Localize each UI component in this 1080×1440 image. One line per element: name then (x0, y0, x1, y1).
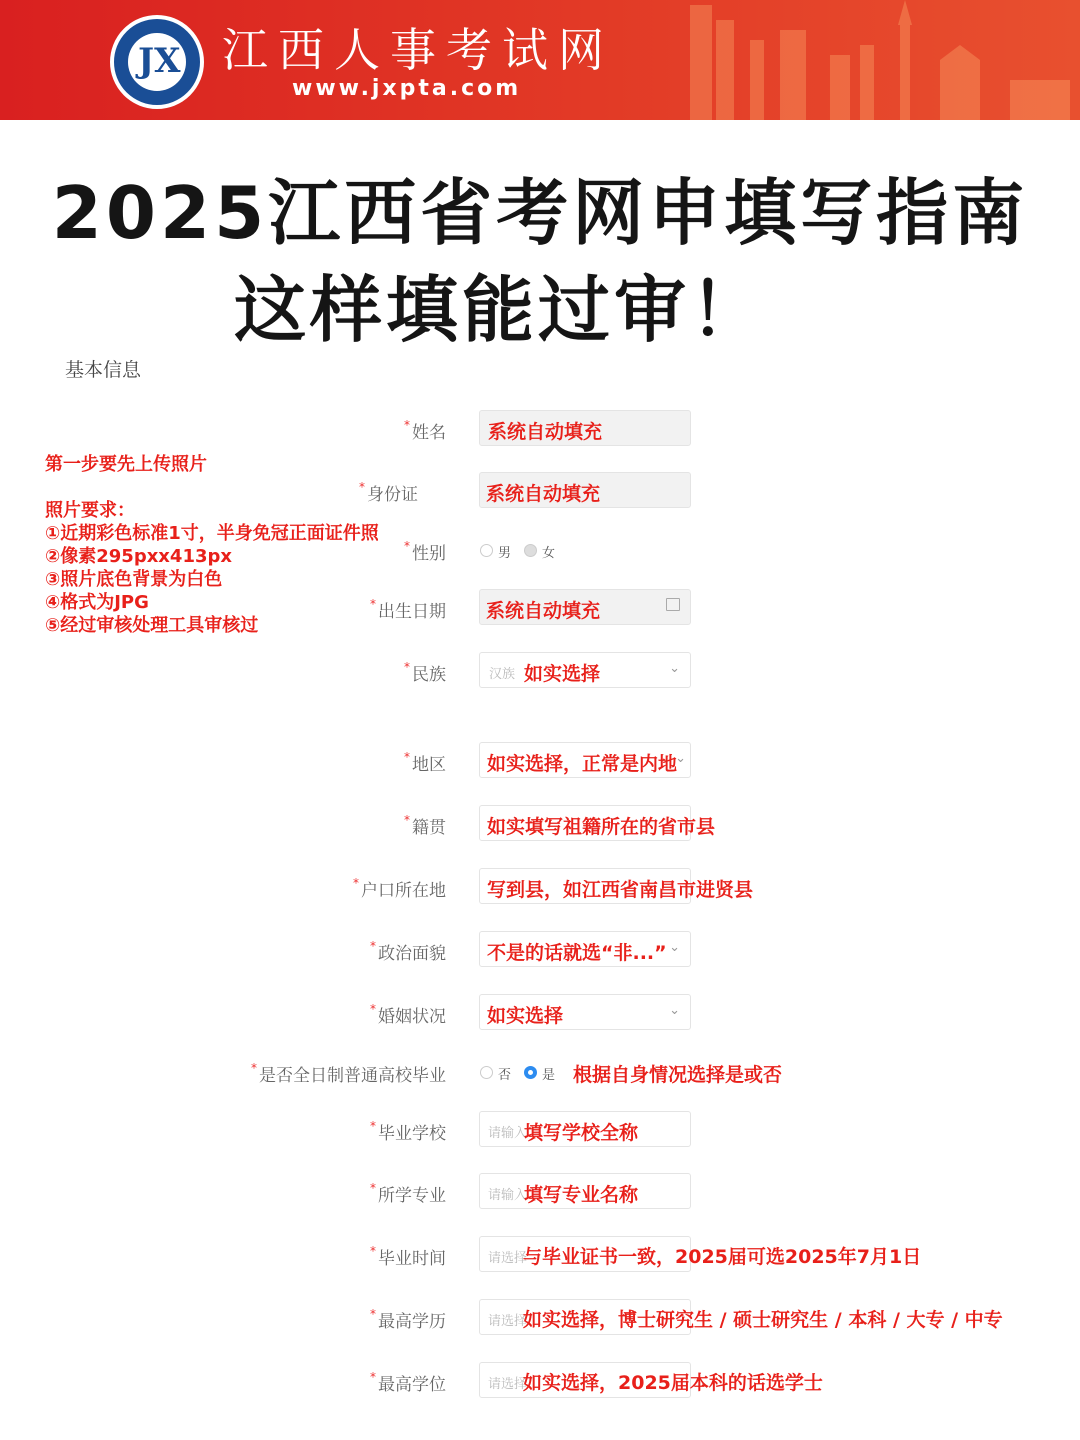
site-name: 江西人事考试网 (222, 23, 614, 77)
city-skyline-illustration (540, 0, 1080, 120)
marital-label: * 婚姻状况 (370, 1002, 446, 1027)
photo-step-note: 第一步要先上传照片 (45, 454, 207, 475)
headline-line-1: 2025江西省考网申填写指南 (51, 171, 1029, 255)
political-note: 不是的话就选“非...” (487, 942, 667, 964)
logo-icon[interactable]: JX (110, 15, 204, 109)
fulltime-yes-label: 是 (542, 1068, 556, 1083)
region-note: 如实选择，正常是内地 (487, 753, 678, 775)
political-label: * 政治面貌 (370, 939, 446, 964)
education-placeholder: 请选择 (488, 1314, 528, 1329)
fulltime-label: * 是否全日制普通高校毕业 (251, 1061, 446, 1086)
chevron-down-icon: ⌄ (669, 661, 680, 676)
photo-req-item: ⑤经过审核处理工具审核过 (45, 615, 259, 636)
grad-time-note: 与毕业证书一致，2025届可选2025年7月1日 (523, 1246, 922, 1268)
site-banner (0, 0, 1080, 120)
calendar-icon[interactable] (666, 598, 680, 611)
chevron-down-icon: ⌄ (675, 751, 686, 766)
native-place-field[interactable] (479, 805, 716, 841)
school-input[interactable] (479, 1111, 691, 1147)
gender-label: * 性别 (404, 539, 446, 564)
site-url[interactable]: www.jxpta.com (292, 76, 522, 101)
ethnicity-select[interactable] (479, 652, 691, 688)
marital-select[interactable] (479, 994, 691, 1030)
hukou-note: 写到县，如江西省南昌市进贤县 (487, 879, 754, 901)
photo-req-item: ④格式为JPG (45, 592, 149, 613)
major-label: * 所学专业 (370, 1181, 446, 1206)
hukou-label: * 户口所在地 (353, 876, 446, 901)
chevron-down-icon: ⌄ (669, 940, 680, 955)
fulltime-no-radio[interactable] (480, 1066, 493, 1079)
photo-req-item: ③照片底色背景为白色 (45, 569, 223, 590)
grad-time-placeholder: 请选择 (488, 1251, 528, 1266)
education-note: 如实选择，博士研究生 / 硕士研究生 / 本科 / 大专 / 中专 (523, 1309, 1003, 1331)
id-card-field[interactable] (479, 472, 691, 508)
ethnicity-placeholder: 汉族 (489, 667, 516, 682)
headline-line-2: 这样填能过审！ (233, 268, 766, 352)
gender-female-label: 女 (542, 546, 556, 561)
native-place-label: * 籍贯 (404, 813, 446, 838)
school-placeholder: 请输入 (488, 1126, 528, 1141)
photo-req-item: ①近期彩色标准1寸，半身免冠正面证件照 (45, 523, 379, 544)
school-label: * 毕业学校 (370, 1119, 446, 1144)
birth-value: 系统自动填充 (486, 600, 601, 622)
degree-label: * 最高学位 (370, 1370, 446, 1395)
section-title: 基本信息 (65, 359, 142, 381)
degree-placeholder: 请选择 (488, 1377, 528, 1392)
photo-req-item: ②像素295pxx413px (45, 546, 232, 567)
photo-req-title: 照片要求： (45, 500, 135, 521)
fulltime-note: 根据自身情况选择是或否 (573, 1064, 783, 1086)
fulltime-yes-radio[interactable] (524, 1066, 537, 1079)
major-input[interactable] (479, 1173, 691, 1209)
school-note: 填写学校全称 (524, 1122, 639, 1144)
degree-note: 如实选择，2025届本科的话选学士 (523, 1372, 823, 1394)
grad-time-label: * 毕业时间 (370, 1244, 446, 1269)
native-place-note: 如实填写祖籍所在的省市县 (487, 816, 716, 838)
name-value: 系统自动填充 (488, 421, 603, 443)
ethnicity-note: 如实选择 (524, 663, 601, 685)
fulltime-no-label: 否 (498, 1068, 512, 1083)
gender-female-radio[interactable] (524, 544, 537, 557)
id-card-label: * 身份证 (359, 480, 418, 505)
marital-note: 如实选择 (487, 1005, 564, 1027)
political-select[interactable] (479, 931, 691, 967)
chevron-down-icon: ⌄ (669, 1003, 680, 1018)
birth-label: * 出生日期 (370, 597, 446, 622)
region-label: * 地区 (404, 750, 446, 775)
ethnicity-label: * 民族 (404, 660, 446, 685)
hukou-field[interactable] (479, 868, 754, 904)
gender-male-radio[interactable] (480, 544, 493, 557)
gender-male-label: 男 (498, 546, 512, 561)
id-card-value: 系统自动填充 (486, 483, 601, 505)
major-placeholder: 请输入 (488, 1188, 528, 1203)
birth-date-field[interactable] (479, 589, 691, 625)
name-field[interactable] (479, 410, 691, 446)
major-note: 填写专业名称 (524, 1184, 639, 1206)
name-label: * 姓名 (404, 418, 446, 443)
education-label: * 最高学历 (370, 1307, 446, 1332)
region-select[interactable] (479, 742, 691, 778)
